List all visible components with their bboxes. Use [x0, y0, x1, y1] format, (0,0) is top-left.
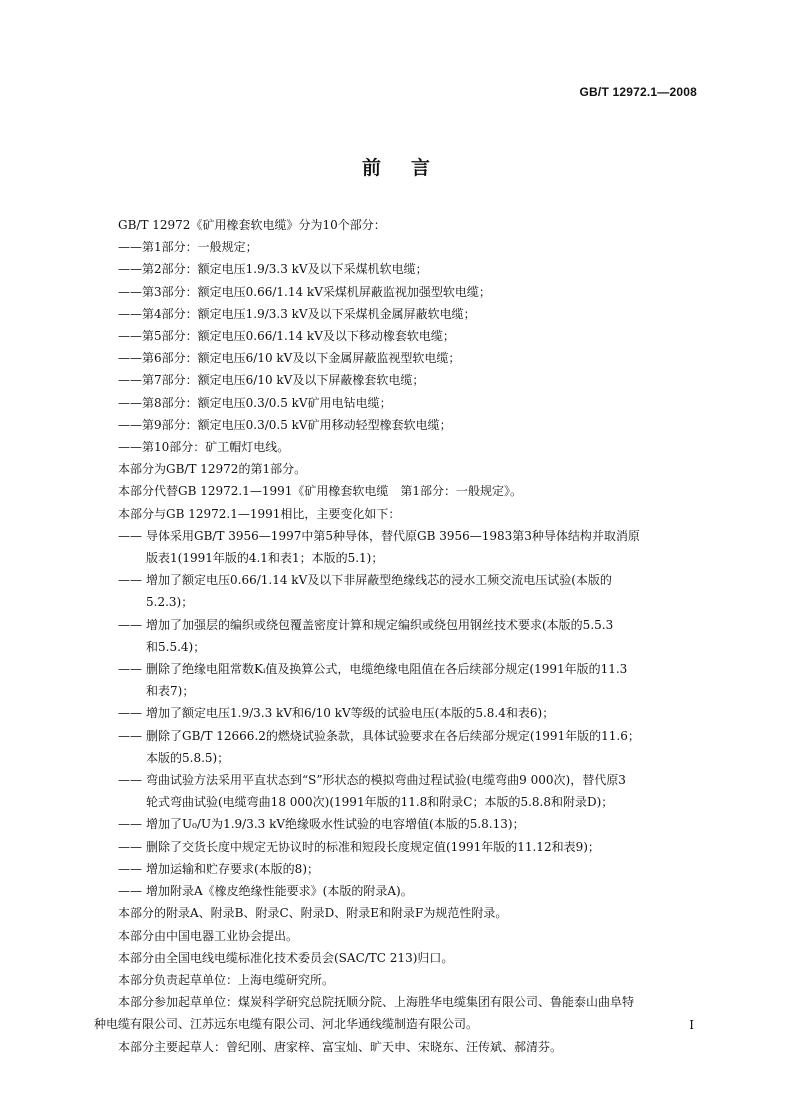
change-item	[118, 858, 705, 880]
change-item-line: 增加了U₀/U为1.9/3.3 kV绝缘吸水性试验的电容增值(本版的5.8.13)；	[146, 817, 525, 832]
change-item-line: 增加了额定电压0.66/1.14 kV及以下非屏蔽型绝缘线芯的浸水工频交流电压试验(本版的	[146, 573, 612, 588]
part-item	[118, 325, 705, 347]
change-item	[118, 614, 705, 658]
part-item	[118, 436, 705, 458]
part-item	[118, 392, 705, 414]
change-item-line: 删除了绝缘电阻常数Kᵢ值及换算公式，电缆绝缘电阻值在各后续部分规定(1991年版的11.3	[146, 662, 628, 677]
change-item-continuation: 轮式弯曲试验(电缆弯曲18 000次)(1991年版的11.8和附录C；本版的5.8.8和附录D)；	[146, 795, 614, 810]
change-item	[118, 525, 705, 569]
closing-line: 本部分负责起草单位：上海电缆研究所。	[118, 972, 335, 987]
change-item	[118, 836, 705, 858]
part-item	[118, 414, 705, 436]
participants-paragraph	[94, 991, 705, 1035]
part-item-text: 第9部分：额定电压0.3/0.5 kV矿用移动轻型橡套软电缆；	[142, 417, 452, 432]
foreword-body	[94, 214, 705, 1058]
change-item-line: 增加了加强层的编织或绕包覆盖密度计算和规定编织或绕包用钢丝技术要求(本版的5.5.3	[146, 617, 614, 632]
dash-mark: ——	[118, 706, 142, 721]
change-item-line: 删除了GB/T 12666.2的燃烧试验条款，具体试验要求在各后续部分规定(1991年版的11.6；	[146, 728, 640, 743]
change-item-line: 增加附录A《橡皮绝缘性能要求》(本版的附录A)。	[146, 884, 413, 899]
change-item-continuation: 5.2.3)；	[146, 595, 194, 610]
part-item	[118, 347, 705, 369]
dash-mark: ——	[118, 417, 142, 432]
participants-continuation: 种电缆有限公司、江苏远东电缆有限公司、河北华通线缆制造有限公司。	[94, 1017, 479, 1032]
drafters-line: 本部分主要起草人：曾纪刚、唐家梓、富宝灿、旷天申、宋晓东、汪传斌、郝清芬。	[118, 1039, 563, 1054]
dash-mark: ——	[118, 728, 142, 743]
intro-line: GB/T 12972《矿用橡套软电缆》分为10个部分：	[118, 218, 386, 232]
dash-mark: ——	[118, 861, 142, 876]
part-item	[118, 281, 705, 303]
dash-mark: ——	[118, 440, 142, 455]
part-item	[118, 303, 705, 325]
part-item-text: 第1部分：一般规定；	[142, 240, 258, 255]
dash-mark: ——	[118, 373, 142, 388]
closing-line: 本部分由中国电器工业协会提出。	[118, 928, 299, 943]
part-item-text: 第3部分：额定电压0.66/1.14 kV采煤机屏蔽监视加强型软电缆；	[142, 284, 491, 299]
dash-mark: ——	[118, 573, 142, 588]
statement-line: 本部分代替GB 12972.1—1991《矿用橡套软电缆 第1部分：一般规定》。	[118, 484, 523, 499]
change-item-line: 增加运输和贮存要求(本版的8)；	[146, 861, 319, 876]
dash-mark: ——	[118, 262, 142, 277]
parts-list	[118, 236, 705, 458]
dash-mark: ——	[118, 884, 142, 899]
dash-mark: ——	[118, 329, 142, 344]
change-item	[118, 813, 705, 835]
dash-mark: ——	[118, 284, 142, 299]
part-item	[118, 258, 705, 280]
dash-mark: ——	[118, 662, 142, 677]
change-item	[118, 658, 705, 702]
change-item	[118, 569, 705, 613]
change-item-line: 弯曲试验方法采用平直状态到“S”形状态的模拟弯曲过程试验(电缆弯曲9 000次)，替代原3	[146, 773, 626, 788]
changes-list	[118, 525, 705, 902]
change-item-continuation: 和表7)；	[146, 684, 195, 699]
part-item-text: 第5部分：额定电压0.66/1.14 kV及以下移动橡套软电缆；	[142, 329, 455, 344]
dash-mark: ——	[118, 528, 142, 543]
dash-mark: ——	[118, 351, 142, 366]
part-item-text: 第7部分：额定电压6/10 kV及以下屏蔽橡套软电缆；	[142, 373, 425, 388]
part-item-text: 第10部分：矿工帽灯电线。	[142, 440, 290, 455]
part-item-text: 第6部分：额定电压6/10 kV及以下金属屏蔽监视型软电缆；	[142, 351, 461, 366]
statement-line: 本部分与GB 12972.1—1991相比，主要变化如下：	[118, 506, 401, 521]
closing-line: 本部分的附录A、附录B、附录C、附录D、附录E和附录F为规范性附录。	[118, 906, 508, 921]
dash-mark: ——	[118, 240, 142, 255]
closing-line: 本部分由全国电线电缆标准化技术委员会(SAC/TC 213)归口。	[118, 950, 454, 965]
dash-mark: ——	[118, 773, 142, 788]
dash-mark: ——	[118, 395, 142, 410]
change-item	[118, 769, 705, 813]
part-item-text: 第2部分：额定电压1.9/3.3 kV及以下采煤机软电缆；	[142, 262, 428, 277]
change-item-continuation: 版表1(1991年版的4.1和表1；本版的5.1)；	[146, 551, 384, 566]
change-item-continuation: 和5.5.4)；	[146, 639, 206, 654]
part-item-text: 第4部分：额定电压1.9/3.3 kV及以下采煤机金属屏蔽软电缆；	[142, 306, 476, 321]
change-item	[118, 725, 705, 769]
statement-line: 本部分为GB/T 12972的第1部分。	[118, 462, 307, 477]
dash-mark: ——	[118, 306, 142, 321]
dash-mark: ——	[118, 617, 142, 632]
dash-mark: ——	[118, 839, 142, 854]
change-item	[118, 702, 705, 724]
participants-line: 本部分参加起草单位：煤炭科学研究总院抚顺分院、上海胜华电缆集团有限公司、鲁能泰山曲阜特	[118, 995, 635, 1010]
page-title: 前言	[361, 157, 460, 179]
change-item-line: 导体采用GB/T 3956—1997中第5种导体，替代原GB 3956—1983第3种导体结构并取消原	[146, 528, 640, 543]
change-item-line: 增加了额定电压1.9/3.3 kV和6/10 kV等级的试验电压(本版的5.8.4和表6)；	[146, 706, 555, 721]
part-item-text: 第8部分：额定电压0.3/0.5 kV矿用电钻电缆；	[142, 395, 392, 410]
change-item-continuation: 本版的5.8.5)；	[146, 750, 230, 765]
standard-code-header: GB/T 12972.1—2008	[579, 85, 697, 99]
page-number: I	[689, 1018, 694, 1032]
part-item	[118, 369, 705, 391]
change-item	[118, 880, 705, 902]
dash-mark: ——	[118, 817, 142, 832]
change-item-line: 删除了交货长度中规定无协议时的标准和短段长度规定值(1991年版的11.12和表9)；	[146, 839, 600, 854]
part-item	[118, 236, 705, 258]
